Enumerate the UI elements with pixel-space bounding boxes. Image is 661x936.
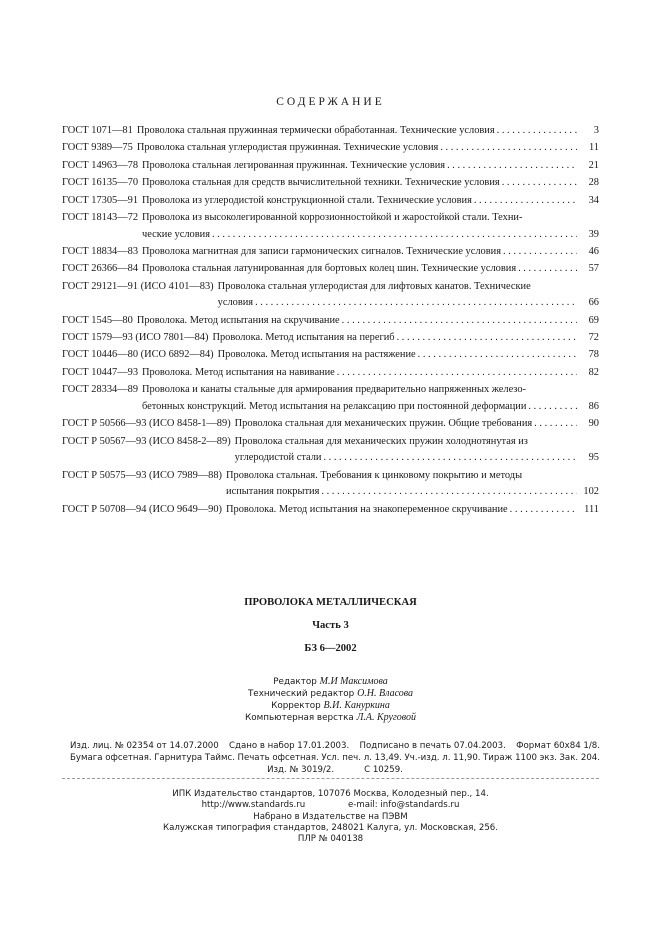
toc-entry	[62, 140, 599, 157]
toc-entry-title: Проволока стальная. Требования к цинковому покрытию и методы	[226, 469, 523, 481]
toc-leader-dots	[508, 502, 577, 519]
toc-entry	[62, 175, 599, 192]
toc-entry-title: испытания покрытия	[226, 486, 320, 498]
toc-entry-body	[235, 434, 599, 467]
toc-entry-page: 66	[588, 297, 599, 309]
publisher-address: ИПК Издательство стандартов, 107076 Москва, Колодезный пер., 14.	[172, 789, 489, 799]
credit-name: Л.А. Круговой	[356, 712, 417, 723]
publisher-website[interactable]: http://www.standards.ru	[201, 800, 306, 811]
toc-entry-page: 46	[588, 245, 599, 257]
imprint-field: Печать офсетная.	[237, 753, 319, 763]
imprint-field: Сдано в набор 17.01.2003.	[229, 741, 350, 751]
toc-entry	[62, 313, 599, 330]
toc-entry-line	[142, 158, 599, 175]
toc-entry-title: Проволока стальная для средств вычислительной техники. Технические условия	[142, 177, 500, 189]
toc-entry-body	[142, 382, 599, 415]
toc-entry-page: 82	[588, 366, 599, 378]
toc-entry-title: ческие условия	[142, 228, 210, 240]
toc-entry	[62, 502, 599, 519]
toc-entry-line	[142, 365, 599, 382]
toc-entry-title: Проволока. Метод испытания на навивание	[142, 366, 335, 378]
toc-entry-title: Проволока. Метод испытания на скручивание	[136, 314, 340, 326]
toc-entry	[62, 416, 599, 433]
toc-leader-dots	[438, 140, 577, 157]
toc-entry-line	[212, 330, 599, 347]
toc-entry-line	[137, 313, 599, 330]
toc-entry-body	[226, 468, 599, 501]
toc-leader-dots	[526, 399, 577, 416]
toc-entry-page: 39	[588, 228, 599, 240]
toc-entry	[62, 244, 599, 261]
credit-line	[0, 700, 661, 712]
toc-entry-body	[226, 502, 599, 519]
toc-entry-line	[235, 450, 599, 467]
toc-entry	[62, 365, 599, 382]
credit-line	[0, 712, 661, 724]
toc-entry-page: 95	[588, 452, 599, 464]
toc-entry-page: 28	[588, 177, 599, 189]
toc-entry-line	[218, 279, 599, 296]
toc-leader-dots	[500, 175, 577, 192]
toc-entry-title: Проволока стальная для механических пружин холоднотянутая из	[234, 435, 528, 447]
imprint-row-1	[70, 740, 600, 752]
toc-entry-line	[142, 261, 599, 278]
toc-entry-code: ГОСТ 18143—72	[62, 211, 139, 223]
toc-entry-code: ГОСТ 26366—84	[62, 263, 139, 275]
toc-entry-body	[137, 313, 599, 330]
toc-entry-body	[218, 347, 599, 364]
toc-entry-page: 21	[588, 159, 599, 171]
typeset-note: Набрано в Издательстве на ПЭВМ	[253, 811, 408, 822]
book-title: ПРОВОЛОКА МЕТАЛЛИЧЕСКАЯ	[244, 597, 417, 608]
toc-entry-title: условия	[217, 297, 254, 309]
toc-leader-dots	[495, 123, 577, 140]
toc-leader-dots	[472, 193, 577, 210]
toc-entry-title: Проволока стальная легированная пружинная. Технические условия	[142, 159, 446, 171]
toc-entry-title: Проволока. Метод испытания на растяжение	[217, 349, 416, 361]
credit-name: О.Н. Власова	[357, 688, 414, 699]
toc-entry-line	[142, 244, 599, 261]
toc-entry-title: Проволока стальная пружинная термически обработанная. Технические условия	[136, 125, 495, 136]
publisher-block	[0, 789, 661, 845]
toc-leader-dots	[416, 347, 577, 364]
toc-entry-code: ГОСТ 14963—78	[62, 159, 139, 171]
credit-line	[0, 676, 661, 688]
toc-leader-dots	[321, 450, 577, 467]
printer-address: Калужская типография стандартов, 248021 Калуга, ул. Московская, 256.	[162, 822, 498, 833]
credit-role: Компьютерная верстка	[244, 713, 354, 723]
toc-entry-body	[235, 416, 599, 433]
toc-entry-page: 72	[588, 332, 599, 344]
toc-entry-body	[142, 261, 599, 278]
toc-leader-dots	[445, 158, 577, 175]
plr-number: ПЛР № 040138	[297, 834, 364, 845]
toc-entry-code: ГОСТ 29121—91 (ИСО 4101—83)	[62, 280, 214, 292]
part-number: Часть 3	[312, 620, 349, 631]
toc-entry-code: ГОСТ 1545—80	[62, 314, 133, 326]
toc-entry	[62, 347, 599, 364]
imprint-field: Изд. № 3019/2.	[267, 765, 335, 775]
imprint-field: Изд. лиц. № 02354 от 14.07.2000	[70, 741, 219, 751]
toc-entry	[62, 123, 599, 140]
imprint-field: Зак. 204.	[559, 753, 600, 763]
toc-entry	[62, 261, 599, 278]
toc-entry-title: Проволока из высоколегированной коррозионностойкой и жаростойкой стали. Техни-	[142, 211, 523, 223]
imprint-field: Гарнитура Таймс.	[154, 753, 235, 763]
toc-entry-code: ГОСТ 9389—75	[62, 142, 133, 154]
toc-entry-page: 90	[588, 418, 599, 430]
imprint-field: Усл. печ. л. 13,49.	[321, 753, 402, 763]
toc-entry-page: 11	[588, 142, 599, 154]
credits-block	[0, 676, 661, 724]
toc-entry-title: Проволока. Метод испытания на перегиб	[212, 332, 395, 344]
imprint-row-3	[70, 764, 600, 776]
toc-entry-title: Проволока стальная углеродистая пружинная. Технические условия	[136, 142, 439, 154]
credit-line	[0, 688, 661, 700]
imprint-field: Тираж 1100 экз.	[483, 753, 557, 763]
toc-entry-title: Проволока магнитная для записи гармонических сигналов. Технические условия	[142, 245, 501, 257]
toc-entry-title: Проволока стальная для механических пружин. Общие требования	[234, 418, 533, 430]
toc-entry-code: ГОСТ 1071—81	[62, 125, 133, 136]
toc-entry-body	[137, 140, 599, 157]
toc-entry-page: 3	[593, 125, 599, 136]
toc-entry-title: углеродистой стали	[234, 452, 322, 464]
toc-entry-line	[142, 399, 599, 416]
toc-entry-line	[226, 468, 599, 485]
credit-name: В.И. Кануркина	[323, 700, 390, 711]
toc-entry-body	[212, 330, 599, 347]
toc-entry-line	[142, 210, 599, 227]
toc-entry-page: 78	[588, 349, 599, 361]
credit-name: М.И Максимова	[319, 676, 388, 687]
toc-entry-line	[142, 382, 599, 399]
toc-title: СОДЕРЖАНИЕ	[276, 96, 385, 108]
toc-entry-page: 34	[588, 194, 599, 206]
toc-entry-page: 86	[588, 400, 599, 412]
toc-leader-dots	[516, 261, 577, 278]
toc-entry	[62, 468, 599, 501]
imprint-field: Бумага офсетная.	[70, 753, 152, 763]
toc-entry-code: ГОСТ 1579—93 (ИСО 7801—84)	[62, 332, 209, 344]
toc-entry-code: ГОСТ 10447—93	[62, 366, 139, 378]
toc-entry	[62, 210, 599, 243]
toc-entry-body	[142, 244, 599, 261]
toc-entry-line	[137, 140, 599, 157]
toc-entry-page: 69	[588, 314, 599, 326]
bz-index: БЗ 6—2002	[304, 643, 357, 654]
toc-leader-dots	[395, 330, 577, 347]
toc-entry-code: ГОСТ Р 50567—93 (ИСО 8458-2—89)	[62, 435, 231, 447]
toc-entry-line	[226, 502, 599, 519]
toc-entry-body	[142, 365, 599, 382]
toc-entry-code: ГОСТ 17305—91	[62, 194, 139, 206]
toc-entry	[62, 330, 599, 347]
dashed-divider	[62, 778, 599, 779]
imprint-row-2	[70, 752, 600, 764]
credit-role: Корректор	[271, 701, 321, 711]
toc-entry-title: Проволока и канаты стальные для армирования предварительно напряженных железо-	[142, 384, 527, 396]
toc-entry-line	[235, 416, 599, 433]
toc-entry-code: ГОСТ 18834—83	[62, 245, 139, 257]
toc-leader-dots	[210, 227, 577, 244]
toc-entry	[62, 158, 599, 175]
imprint-field: Подписано в печать 07.04.2003.	[359, 741, 506, 751]
toc-leader-dots	[335, 365, 577, 382]
toc-entry-title: Проволока стальная углеродистая для лифтовых канатов. Технические	[217, 280, 531, 292]
toc-entry-body	[142, 158, 599, 175]
toc-entry	[62, 434, 599, 467]
toc-entry-line	[137, 123, 599, 140]
toc-entry-line	[142, 193, 599, 210]
toc-entry-page: 102	[583, 486, 599, 498]
toc-entry-title: Проволока стальная латунированная для бортовых колец шин. Технические условия	[142, 263, 517, 275]
toc-entry-line	[142, 227, 599, 244]
toc-entry-body	[142, 193, 599, 210]
imprint-field: Формат 60х84 1/8.	[516, 741, 600, 751]
toc-entry-code: ГОСТ Р 50566—93 (ИСО 8458-1—89)	[62, 418, 231, 430]
toc-leader-dots	[532, 416, 577, 433]
imprint-field: С 10259.	[364, 765, 403, 775]
toc-entry-line	[235, 434, 599, 451]
toc-entry-body	[142, 210, 599, 243]
toc-entry-code: ГОСТ 28334—89	[62, 384, 139, 396]
table-of-contents	[62, 123, 599, 518]
toc-entry-code: ГОСТ 16135—70	[62, 177, 139, 189]
toc-entry-code: ГОСТ Р 50708—94 (ИСО 9649—90)	[62, 503, 223, 515]
toc-leader-dots	[501, 244, 577, 261]
credit-role: Технический редактор	[247, 689, 355, 699]
toc-entry-code: ГОСТ 10446—80 (ИСО 6892—84)	[62, 349, 214, 361]
toc-leader-dots	[319, 484, 577, 501]
toc-entry-body	[137, 123, 599, 140]
imprint-field: Уч.-изд. л. 11,90.	[404, 753, 481, 763]
publisher-contacts	[0, 800, 661, 811]
toc-entry-body	[218, 279, 599, 312]
toc-entry-title: Проволока из углеродистой конструкционной стали. Технические условия	[142, 194, 472, 206]
toc-entry-title: Проволока. Метод испытания на знакопеременное скручивание	[226, 503, 508, 515]
toc-leader-dots	[340, 313, 577, 330]
toc-entry-line	[226, 484, 599, 501]
toc-entry	[62, 193, 599, 210]
toc-entry-line	[218, 347, 599, 364]
toc-entry-body	[142, 175, 599, 192]
toc-entry-code: ГОСТ Р 50575—93 (ИСО 7989—88)	[62, 469, 223, 481]
toc-leader-dots	[253, 295, 577, 312]
toc-entry	[62, 382, 599, 415]
toc-entry-page: 57	[588, 263, 599, 275]
toc-entry-page: 111	[584, 503, 599, 515]
publisher-email[interactable]: e-mail: info@standards.ru	[347, 800, 460, 811]
toc-entry-line	[142, 175, 599, 192]
toc-entry-title: бетонных конструкций. Метод испытания на релаксацию при постоянной деформации	[142, 400, 527, 412]
credit-role: Редактор	[273, 677, 317, 687]
imprint-block	[70, 740, 600, 776]
toc-entry	[62, 279, 599, 312]
toc-entry-line	[218, 295, 599, 312]
